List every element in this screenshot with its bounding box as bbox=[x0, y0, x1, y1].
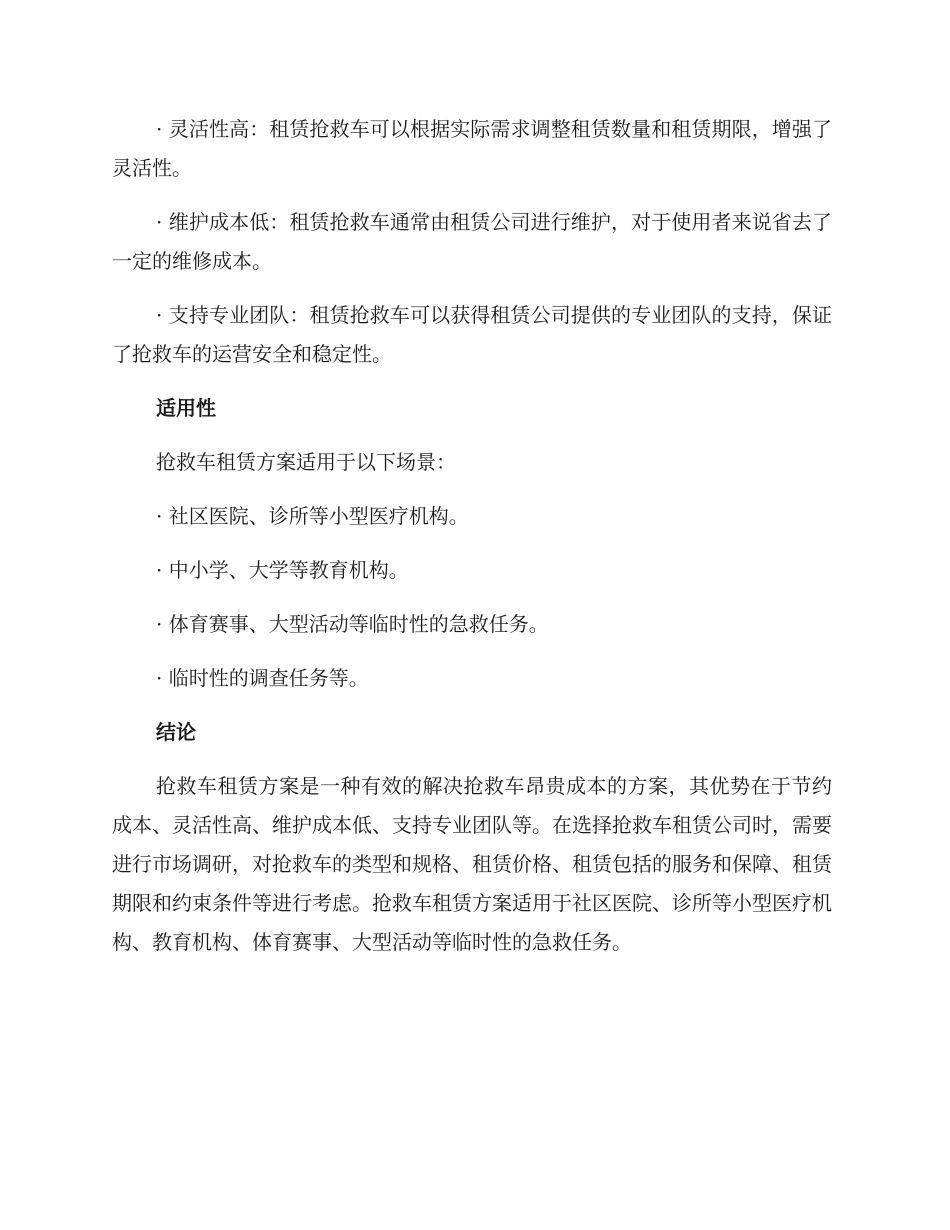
conclusion-paragraph: 抢救车租赁方案是一种有效的解决抢救车昂贵成本的方案，其优势在于节约成本、灵活性高、维护成本低、支持专业团队等。在选择抢救车租赁公司时，需要进行市场调研，对抢救车的类型和规格、租赁价格、租赁包括的服务和保障、租赁期限和约束条件等进行考虑。抢救车租赁方案适用于社区医院、诊所等小型医疗机构、教育机构、体育赛事、大型活动等临时性的急救任务。 bbox=[112, 774, 832, 954]
applicability-item: · 体育赛事、大型活动等临时性的急救任务。 bbox=[156, 612, 549, 636]
conclusion-heading: 结论 bbox=[156, 720, 196, 744]
applicability-item: · 临时性的调查任务等。 bbox=[156, 666, 369, 690]
advantage-flexibility: · 灵活性高：租赁抢救车可以根据实际需求调整租赁数量和租赁期限，增强了灵活性。 bbox=[112, 117, 832, 180]
advantage-team-support: · 支持专业团队：租赁抢救车可以获得租赁公司提供的专业团队的支持，保证了抢救车的运营安全和稳定性。 bbox=[112, 303, 832, 366]
document-page bbox=[112, 110, 832, 977]
applicability-heading: 适用性 bbox=[156, 396, 216, 420]
applicability-item: · 中小学、大学等教育机构。 bbox=[156, 558, 409, 582]
applicability-item: · 社区医院、诊所等小型医疗机构。 bbox=[156, 504, 469, 528]
advantage-maintenance: · 维护成本低：租赁抢救车通常由租赁公司进行维护，对于使用者来说省去了一定的维修成本。 bbox=[112, 210, 832, 273]
applicability-intro: 抢救车租赁方案适用于以下场景： bbox=[156, 450, 456, 474]
